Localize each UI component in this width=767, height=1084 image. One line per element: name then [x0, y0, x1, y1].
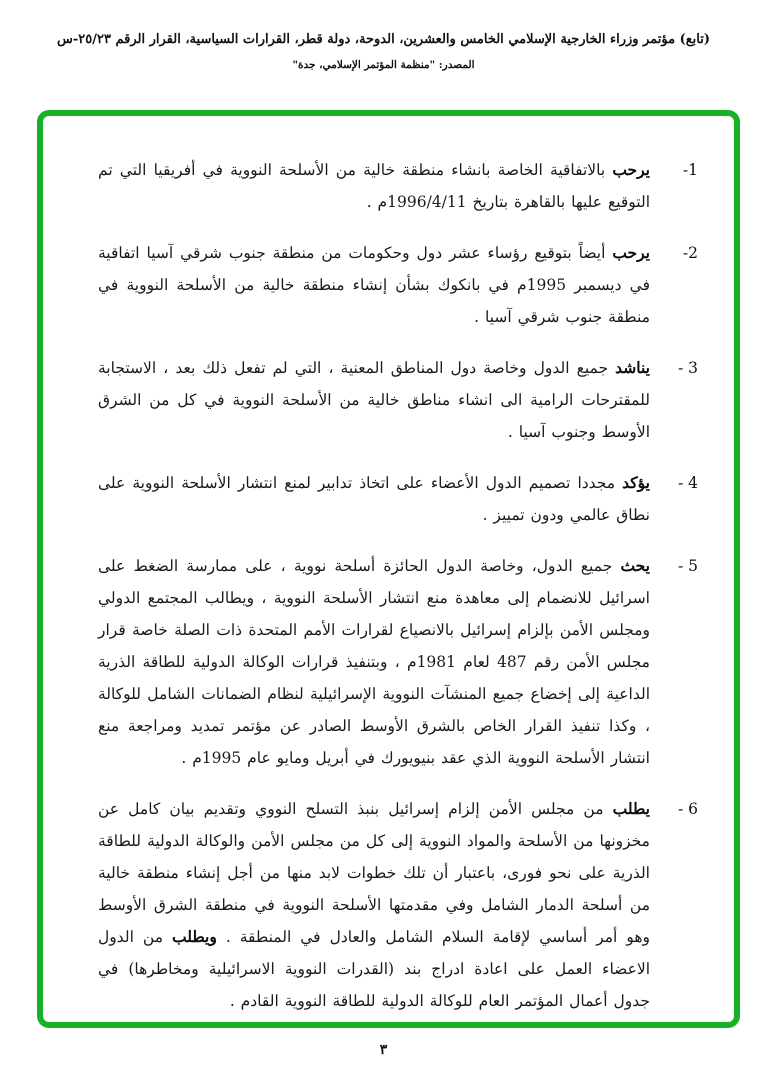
- clause-lead-word: يحث: [620, 556, 650, 575]
- clause-lead-word: يرحب: [612, 160, 650, 179]
- clause-text: [98, 467, 650, 531]
- clause-text: [98, 237, 650, 333]
- clause-number: 3 -: [677, 359, 698, 377]
- clause-text: [98, 550, 650, 774]
- green-highlight-border: [37, 110, 740, 1028]
- clause-body: أيضاً بتوقيع رؤساء عشر دول وحكومات من منطقة جنوب شرقي آسيا اتفاقية في ديسمبر 1995م في بانكوك بشأن إنشاء منطقة خالية من الأسلحة النووية في منطقة جنوب شرقي آسيا .: [98, 244, 650, 326]
- clause-body: جميع الدول وخاصة دول المناطق المعنية ، التي لم تفعل ذلك بعد ، الاستجابة للمقترحات الرامية الى انشاء مناطق خالية من الأسلحة النووية في كل من الشرق الأوسط وجنوب آسيا .: [98, 359, 650, 441]
- page-number: ٣: [379, 1042, 388, 1058]
- clause-body: من مجلس الأمن إلزام إسرائيل بنبذ التسلح النووي وتقديم بيان كامل عن مخزونها من الأسلحة والمواد النووية إلى كل من مجلس الأمن والوكالة الدولية للطاقة الذرية على نحو فورى، باعتبار أن تلك خطوات لابد منها من أجل إنشاء منطقة خالية من أسلحة الدمار الشامل وفي مقدمتها الأسلحة النووية في منطقة الشرق الأوسط وهو أمر أساسي لإقامة السلام الشامل والعادل في المنطقة .: [98, 800, 650, 946]
- header-title-line: (تابع) مؤتمر وزراء الخارجية الإسلامي الخامس والعشرين، الدوحة، دولة قطر، القرارات السياسية، القرار الرقم ٢٥/٢٣-س: [57, 32, 710, 47]
- clause-item-2: [98, 237, 698, 333]
- clause-number: 2-: [682, 244, 698, 262]
- clause-text: [98, 154, 650, 218]
- clause-inline-bold-word: ويطلب: [171, 927, 217, 946]
- clause-text: [98, 352, 650, 448]
- clause-body: مجددا تصميم الدول الأعضاء على اتخاذ تدابير لمنع انتشار الأسلحة النووية على نطاق عالمي ودون تمييز .: [98, 474, 650, 524]
- clause-lead-word: يرحب: [612, 243, 650, 262]
- clause-number: 4 -: [677, 474, 698, 492]
- clause-body-continued: من الدول الاعضاء العمل على اعادة ادراج بند (القدرات النووية الاسرائيلية ومخاطرها) في جدول أعمال المؤتمر العام للوكالة الدولية للطاقة النووية القادم .: [98, 928, 650, 1010]
- header-source-line: المصدر: "منظمة المؤتمر الإسلامي، جدة": [292, 59, 475, 71]
- resolution-clauses-list: [43, 116, 734, 1017]
- clause-body: بالاتفاقية الخاصة بانشاء منطقة خالية من الأسلحة النووية في أفريقيا التي تم التوقيع عليها بالقاهرة بتاريخ 1996/4/11م .: [98, 161, 650, 211]
- clause-lead-word: يناشد: [615, 358, 650, 377]
- clause-body: جميع الدول، وخاصة الدول الحائزة أسلحة نووية ، على ممارسة الضغط على اسرائيل للانضمام إلى معاهدة منع انتشار الأسلحة النووية ، ويطالب المجتمع الدولي ومجلس الأمن بإلزام إسرائيل بالانصياع لقرارات الأمم المتحدة ذات الصلة خاصة قرار مجلس الأمن رقم 487 لعام 1981م ، وبتنفيذ قرارات الوكالة الدولية للطاقة الذرية الداعية إلى إخضاع جميع المنشآت النووية الإسرائيلية لنظام الضمانات الشامل للوكالة ، وكذا تنفيذ القرار الخاص بالشرق الأوسط الصادر عن مؤتمر تمديد ومراجعة منع انتشار الأسلحة النووية الذي عقد بنيويورك في أبريل ومايو عام 1995م .: [98, 557, 650, 767]
- document-header: [0, 0, 767, 71]
- clause-number: 1-: [682, 161, 698, 179]
- clause-text: [98, 793, 650, 1017]
- clause-lead-word: يؤكد: [622, 473, 650, 492]
- clause-number: 6 -: [677, 800, 698, 818]
- clause-item-1: [98, 154, 698, 218]
- clause-number: 5 -: [677, 557, 698, 575]
- clause-item-4: [98, 467, 698, 531]
- clause-item-5: [98, 550, 698, 774]
- clause-item-6: [98, 793, 698, 1017]
- clause-item-3: [98, 352, 698, 448]
- clause-lead-word: يطلب: [612, 799, 650, 818]
